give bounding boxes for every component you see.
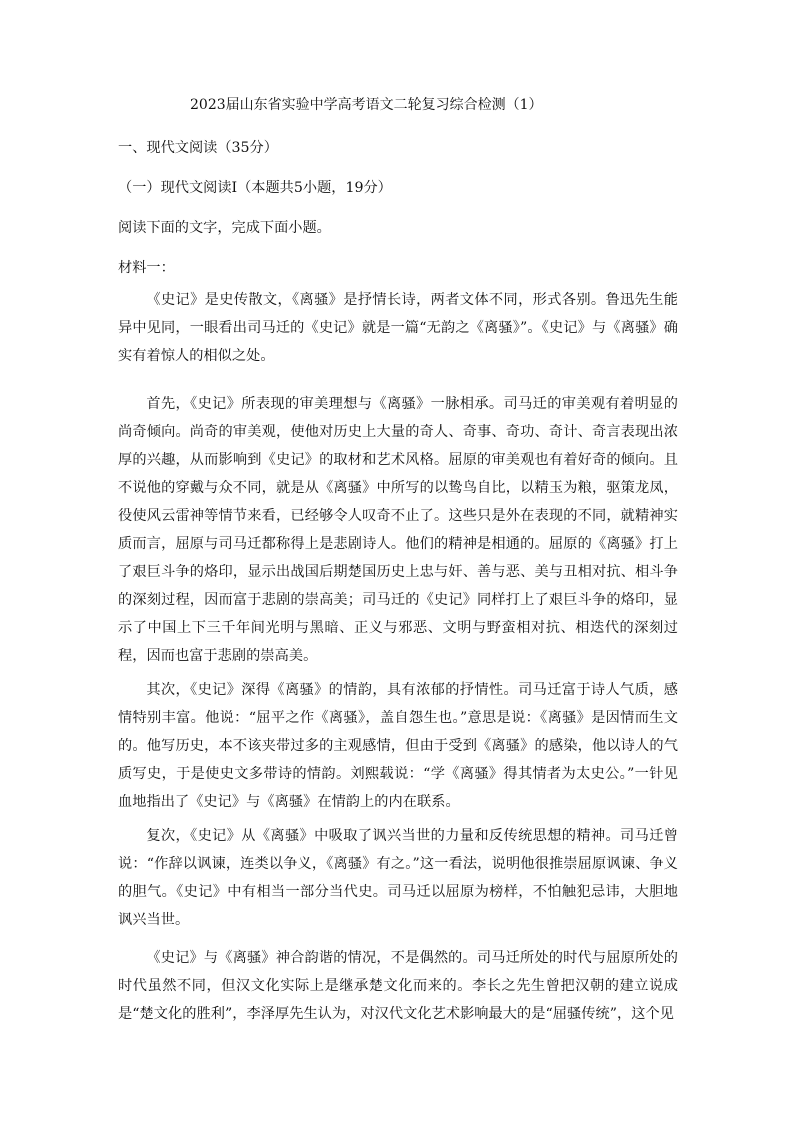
paragraph-5: 《史记》与《离骚》神合韵谐的情况，不是偶然的。司马迁所处的时代与屈原所处的时代虽然不同，但汉文化实际上是继承楚文化而来的。李长之先生曾把汉朝的建立说成是“楚文化的胜利”，李泽厚先生认为，对汉代文化艺术影响最大的是“屈骚传统”，这个见 bbox=[118, 950, 678, 1022]
document-title: 2023届山东省实验中学高考语文二轮复习综合检测（1） bbox=[190, 97, 543, 113]
paragraph-4: 复次，《史记》从《离骚》中吸取了讽兴当世的力量和反传统思想的精神。司马迁曾说：“作辞以讽谏，连类以争义，《离骚》有之。”这一看法，说明他很推崇屈原讽谏、争义的胆气。《史记》中有相当一部分当代史。司马迁以屈原为榜样，不怕触犯忌讳，大胆地讽兴当世。 bbox=[118, 828, 678, 928]
reading-instruction: 阅读下面的文字，完成下面小题。 bbox=[118, 220, 331, 236]
paragraph-2: 首先，《史记》所表现的审美理想与《离骚》一脉相承。司马迁的审美观有着明显的尚奇倾向。尚奇的审美观，使他对历史上大量的奇人、奇事、奇功、奇计、奇言表现出浓厚的兴趣，从而影响到《史记》的取材和艺术风格。屈原的审美观也有着好奇的倾向。且不说他的穿戴与众不同，就是从《离骚》中所写的以鸷鸟自比，以精玉为粮，驱策龙凤，役使风云雷神等情节来看，已经够令人叹奇不止了。这些只是外在表现的不同，就精神实质而言，屈原与司马迁都称得上是悲剧诗人。他们的精神是相通的。屈原的《离骚》打上了艰巨斗争的烙印，显示出战国后期楚国历史上忠与奸、善与恶、美与丑相对抗、相斗争的深刻过程，因而富于悲剧的崇高美；司马迁的《史记》同样打上了艰巨斗争的烙印，显示了中国上下三千年间光明与黑暗、正义与邪恶、文明与野蛮相对抗、相迭代的深刻过程，因而也富于悲剧的崇高美。 bbox=[118, 396, 678, 664]
paragraph-1: 《史记》是史传散文，《离骚》是抒情长诗，两者文体不同，形式各别。鲁迅先生能异中见同，一眼看出司马迁的《史记》就是一篇“无韵之《离骚》”。《史记》与《离骚》确实有着惊人的相似之处。 bbox=[118, 292, 678, 364]
material-label: 材料一： bbox=[118, 260, 175, 276]
section-heading: 一、现代文阅读（35分） bbox=[118, 140, 278, 156]
subsection-heading: （一）现代文阅读Ⅰ（本题共5小题，19分） bbox=[118, 180, 392, 196]
paragraph-3: 其次，《史记》深得《离骚》的情韵，具有浓郁的抒情性。司马迁富于诗人气质，感情特别丰富。他说：“屈平之作《离骚》，盖自怨生也。”意思是说：《离骚》是因情而生文的。他写历史，本不该夹带过多的主观感情，但由于受到《离骚》的感染，他以诗人的气质写史，于是使史文多带诗的情韵。刘熙载说：“学《离骚》得其情者为太史公。”一针见血地指出了《史记》与《离骚》在情韵上的内在联系。 bbox=[118, 682, 678, 810]
